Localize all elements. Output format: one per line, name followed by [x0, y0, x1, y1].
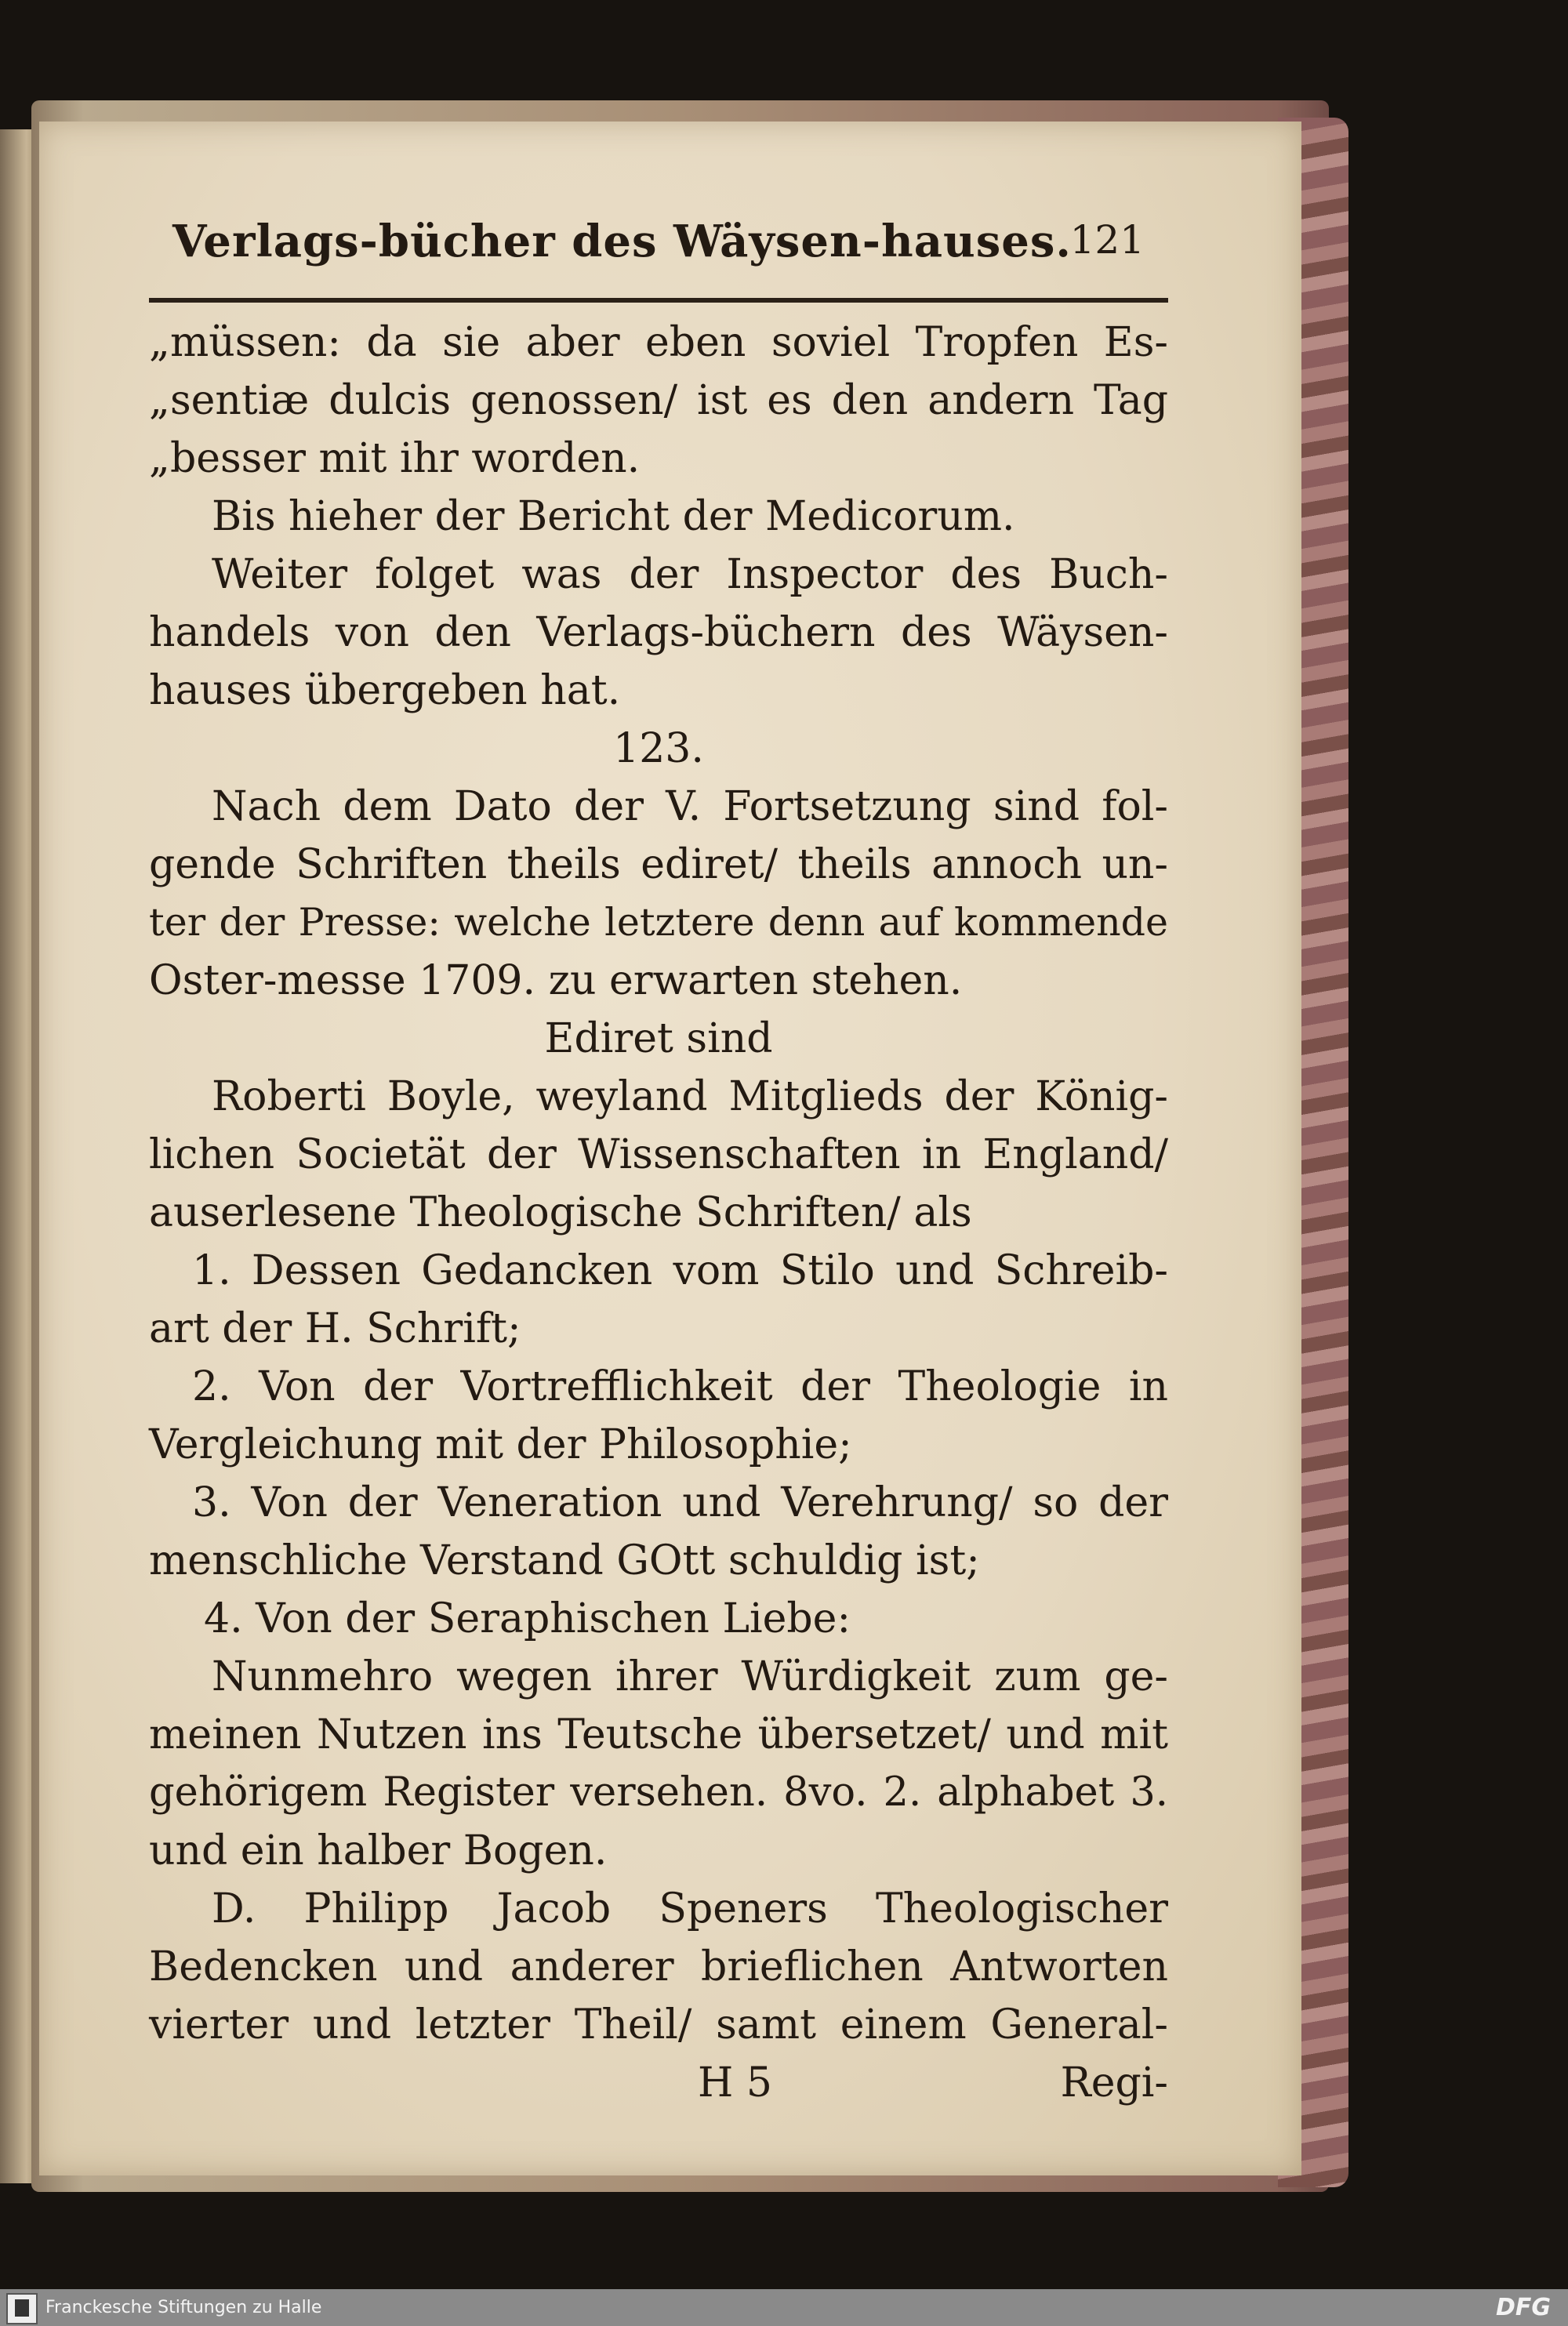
text-line: Nunmehro wegen ihrer Würdigkeit zum ge-	[212, 1653, 1168, 1700]
text-line: „besser mit ihr worden.	[149, 435, 641, 482]
header-rule	[149, 298, 1168, 303]
list-item: 3. Von der Veneration und Verehrung/ so der	[192, 1479, 1168, 1526]
text-line: Nach dem Dato der V. Fortsetzung sind fol-	[212, 783, 1168, 830]
text-line: „müssen: da sie aber eben soviel Tropfen Es-	[149, 319, 1168, 366]
text-line: lichen Societät der Wissenschaften in England/	[149, 1131, 1168, 1178]
running-head	[149, 216, 1168, 286]
list-item: 1. Dessen Gedancken vom Stilo und Schreib-	[192, 1247, 1168, 1294]
signature-line	[149, 2054, 1168, 2112]
running-head-title: Verlags-bücher des Wäysen-hauses.	[172, 216, 1072, 267]
text-line: vierter und letzter Theil/ samt einem General-	[149, 2001, 1168, 2048]
text-line: Oster-messe 1709. zu erwarten stehen.	[149, 957, 963, 1004]
text-line: „sentiæ dulcis genossen/ ist es den andern Tag	[149, 377, 1168, 424]
text-line: hauses übergeben hat.	[149, 667, 621, 714]
text-line: auserlesene Theologische Schriften/ als	[149, 1189, 972, 1236]
section-number: 123.	[613, 725, 704, 772]
list-item: 4. Von der Seraphischen Liebe:	[204, 1595, 851, 1642]
text-line: Bis hieher der Bericht der Medicorum.	[212, 493, 1015, 540]
institution-logo-icon	[6, 2293, 38, 2324]
signature-mark: H 5	[698, 2059, 772, 2106]
page-text-block	[149, 216, 1168, 2106]
page-number: 121	[1069, 217, 1145, 263]
text-line: und ein halber Bogen.	[149, 1827, 608, 1874]
body-text	[149, 314, 1168, 2112]
text-line: Weiter folget was der Inspector des Buch-	[212, 551, 1168, 598]
text-line: art der H. Schrift;	[149, 1305, 521, 1352]
institution-name: Franckesche Stiftungen zu Halle	[45, 2298, 322, 2317]
subheading: Ediret sind	[544, 1015, 773, 1062]
text-line: menschliche Verstand GOtt schuldig ist;	[149, 1537, 980, 1584]
text-line: D. Philipp Jacob Speners Theologischer	[212, 1885, 1168, 1932]
text-line: Roberti Boyle, weyland Mitglieds der König-	[212, 1073, 1168, 1120]
text-line: Vergleichung mit der Philosophie;	[149, 1421, 852, 1468]
text-line: ter der Presse: welche letztere denn auf kommende	[149, 900, 1168, 945]
footer-bar	[0, 2289, 1568, 2326]
list-item: 2. Von der Vortrefflichkeit der Theologie in	[192, 1363, 1168, 1410]
text-line: gende Schriften theils ediret/ theils annoch un-	[149, 841, 1168, 888]
text-line: Bedencken und anderer brieflichen Antworten	[149, 1943, 1168, 1990]
text-line: meinen Nutzen ins Teutsche übersetzet/ und mit	[149, 1711, 1168, 1758]
dfg-logo: DFG	[1495, 2294, 1551, 2321]
text-line: handels von den Verlags-büchern des Wäysen-	[149, 609, 1168, 656]
catchword: Regi-	[1060, 2059, 1168, 2106]
text-line: gehörigem Register versehen. 8vo. 2. alphabet 3.	[149, 1769, 1168, 1816]
